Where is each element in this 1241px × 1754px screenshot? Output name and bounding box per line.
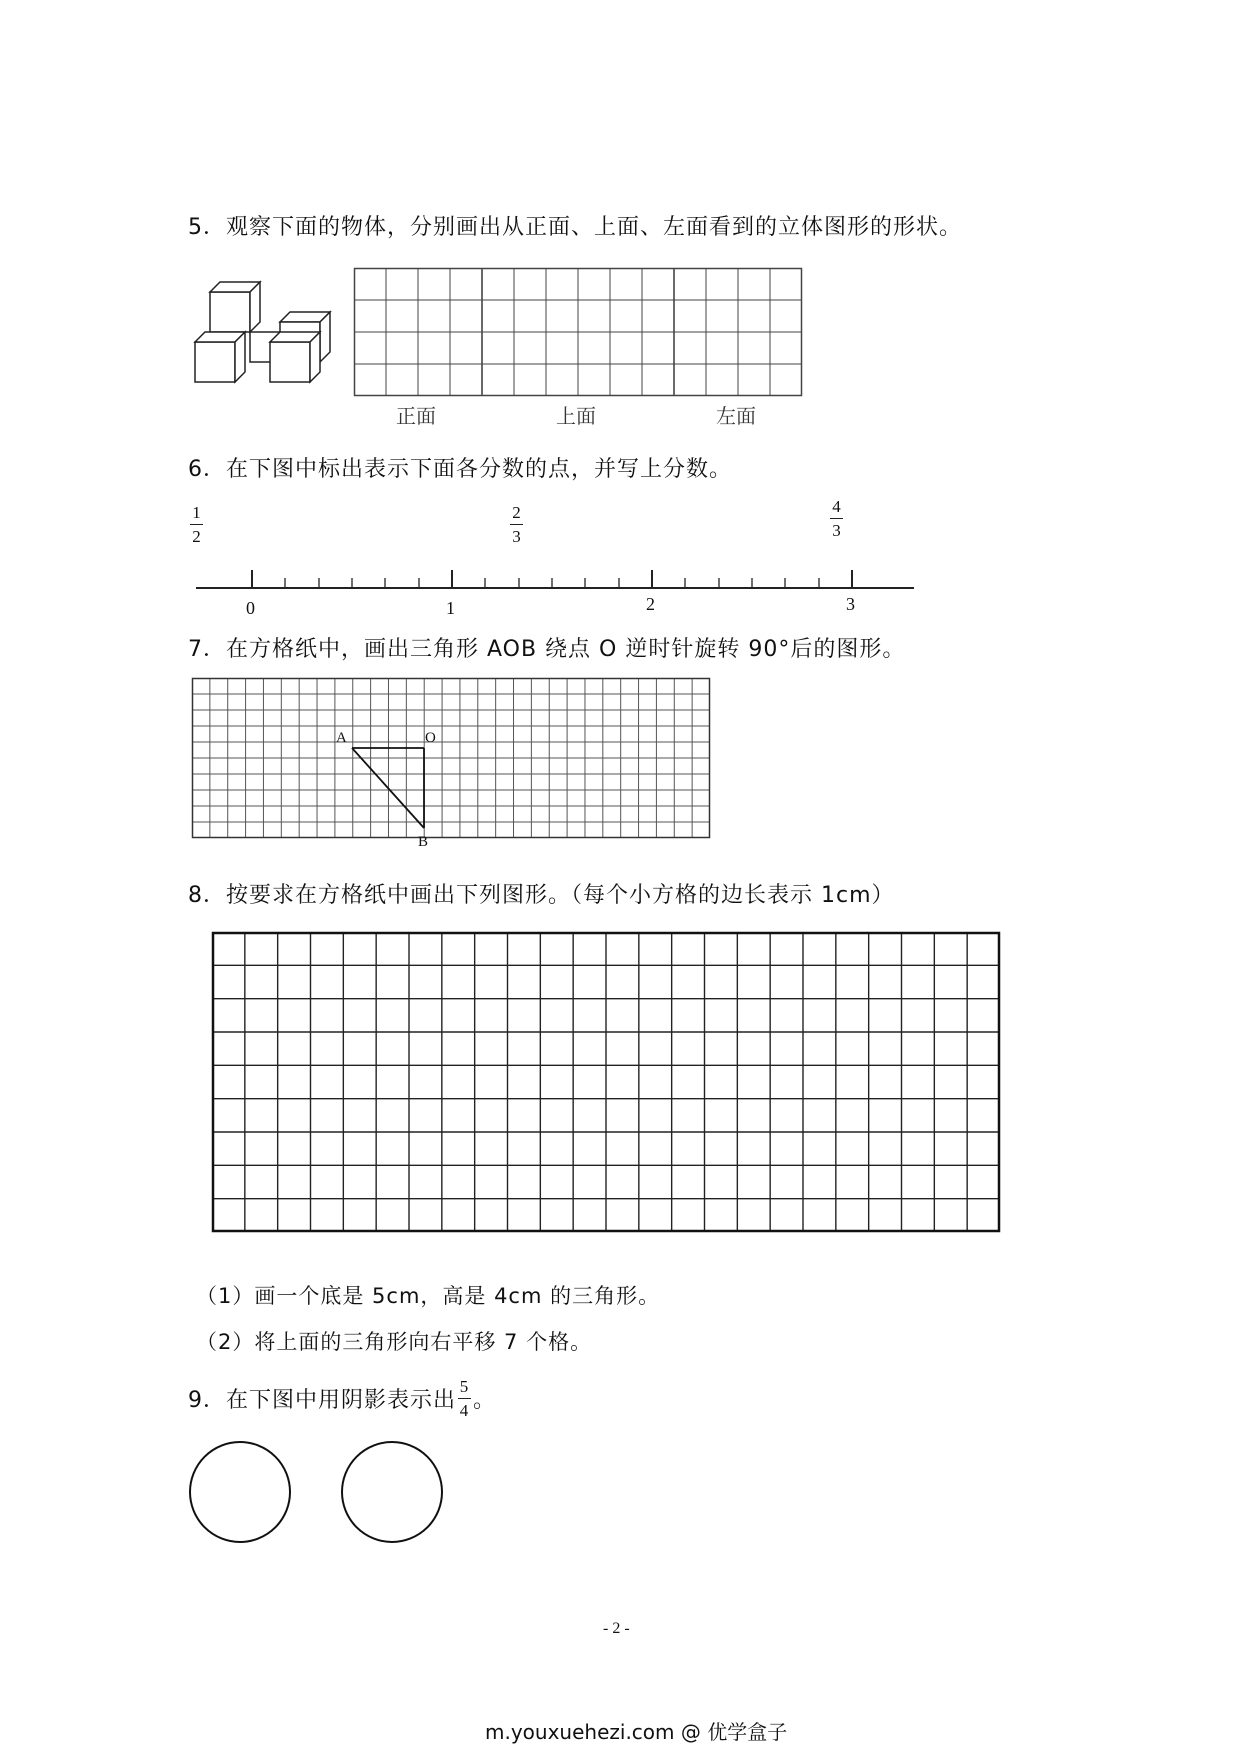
label-front-view: 正面 bbox=[396, 406, 436, 428]
fraction-numerator: 2 bbox=[512, 503, 521, 522]
page-number: - 2 - bbox=[603, 1620, 630, 1637]
axis-label-0: 0 bbox=[246, 598, 255, 618]
question-8-text: 8．按要求在方格纸中画出下列图形。（每个小方格的边长表示 1cm） bbox=[188, 883, 895, 908]
question-9-suffix: 。 bbox=[473, 1388, 497, 1413]
fraction-4-3 bbox=[830, 498, 843, 539]
question-9-prefix: 9．在下图中用阴影表示出 bbox=[188, 1388, 456, 1413]
fraction-denominator: 4 bbox=[459, 1401, 470, 1420]
fraction-2-3 bbox=[510, 504, 523, 545]
question-9-text bbox=[188, 1378, 496, 1419]
cube-figure bbox=[190, 280, 340, 390]
question-8-sub1: （1）画一个底是 5cm，高是 4cm 的三角形。 bbox=[196, 1284, 661, 1308]
q7-rotation-grid[interactable] bbox=[192, 678, 710, 838]
number-line[interactable] bbox=[196, 560, 916, 600]
point-b-label: B bbox=[418, 834, 429, 850]
fraction-denominator: 2 bbox=[192, 527, 201, 546]
fraction-numerator: 4 bbox=[832, 497, 841, 516]
fraction-denominator: 3 bbox=[832, 521, 841, 540]
fraction-denominator: 3 bbox=[512, 527, 521, 546]
question-6-text: 6．在下图中标出表示下面各分数的点，并写上分数。 bbox=[188, 457, 732, 482]
fraction-1-2 bbox=[190, 504, 203, 545]
question-8-sub2: （2）将上面的三角形向右平移 7 个格。 bbox=[196, 1330, 593, 1354]
circle-1[interactable] bbox=[190, 1442, 290, 1542]
point-a-label: A bbox=[336, 730, 347, 746]
label-top-view: 上面 bbox=[556, 406, 596, 428]
axis-label-2: 2 bbox=[646, 594, 655, 614]
q9-circles bbox=[188, 1440, 448, 1545]
q8-drawing-grid[interactable] bbox=[212, 932, 1000, 1232]
point-o-label: O bbox=[425, 730, 436, 746]
question-5-text: 5．观察下面的物体，分别画出从正面、上面、左面看到的立体图形的形状。 bbox=[188, 215, 962, 240]
fraction-numerator: 5 bbox=[459, 1377, 470, 1396]
label-left-view: 左面 bbox=[716, 406, 756, 428]
circle-2[interactable] bbox=[342, 1442, 442, 1542]
axis-label-3: 3 bbox=[846, 594, 855, 614]
footer-watermark[interactable]: m.youxuehezi.com @ 优学盒子 bbox=[485, 1720, 788, 1744]
fraction-numerator: 1 bbox=[192, 503, 201, 522]
fraction-5-4 bbox=[458, 1378, 471, 1419]
q5-view-grid[interactable] bbox=[354, 268, 802, 396]
question-7-text: 7．在方格纸中，画出三角形 AOB 绕点 O 逆时针旋转 90°后的图形。 bbox=[188, 637, 906, 662]
axis-label-1: 1 bbox=[446, 598, 455, 618]
